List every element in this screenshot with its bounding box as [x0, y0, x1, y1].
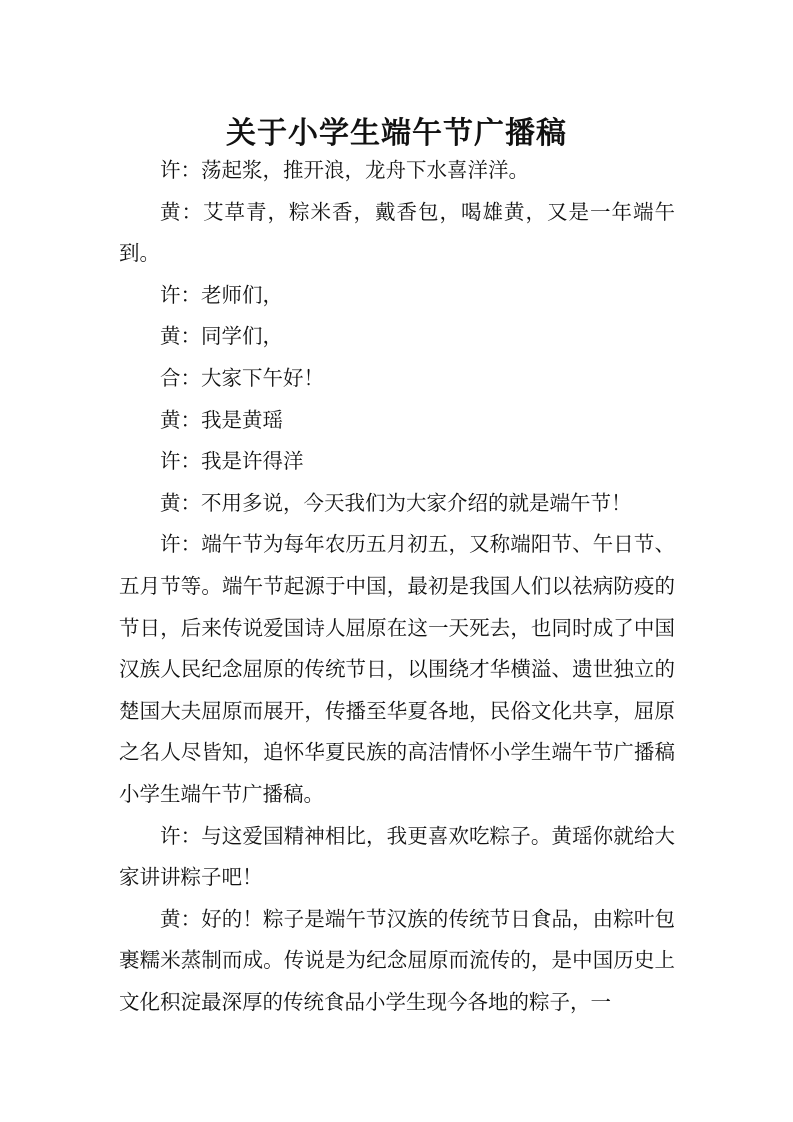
paragraph: 黄：我是黄瑶 — [160, 407, 283, 432]
page-title: 关于小学生端午节广播稿 — [226, 116, 567, 152]
paragraph: 黄：不用多说，今天我们为大家介绍的就是端午节！ — [160, 490, 632, 515]
paragraph: 合：大家下午好！ — [160, 365, 324, 390]
paragraph: 许：荡起浆，推开浪，龙舟下水喜洋洋。 — [160, 158, 529, 182]
paragraph: 许：端午节为每年农历五月初五，又称端阳节、午日节、五月节等。端午节起源于中国，最初是我国人们以祛病防疫的节日，后来传说爱国诗人屈原在这一天死去，也同时成了中国汉族人民纪念屈原的传统节日，以围绕才华横溢、遗世独立的楚国大夫屈原而展开，传播至华夏各地，民俗文化共享，屈原之名人尽皆知，追怀华夏民族的高洁情怀小学生端午节广播稿小学生端午节广播稿。 — [119, 532, 675, 806]
paragraph: 许：老师们， — [160, 282, 283, 307]
paragraph: 黄：同学们， — [160, 324, 283, 349]
document-body — [119, 150, 675, 1023]
paragraph: 许：与这爱国精神相比，我更喜欢吃粽子。黄瑶你就给大家讲讲粽子吧！ — [119, 823, 675, 890]
paragraph: 黄：好的！粽子是端午节汉族的传统节日食品，由粽叶包裹糯米蒸制而成。传说是为纪念屈原而流传的，是中国历史上文化积淀最深厚的传统食品小学生现今各地的粽子，一 — [119, 906, 675, 1014]
paragraph: 黄：艾草青，粽米香，戴香包，喝雄黄，又是一年端午到。 — [119, 199, 675, 266]
paragraph: 许：我是许得洋 — [160, 449, 304, 474]
